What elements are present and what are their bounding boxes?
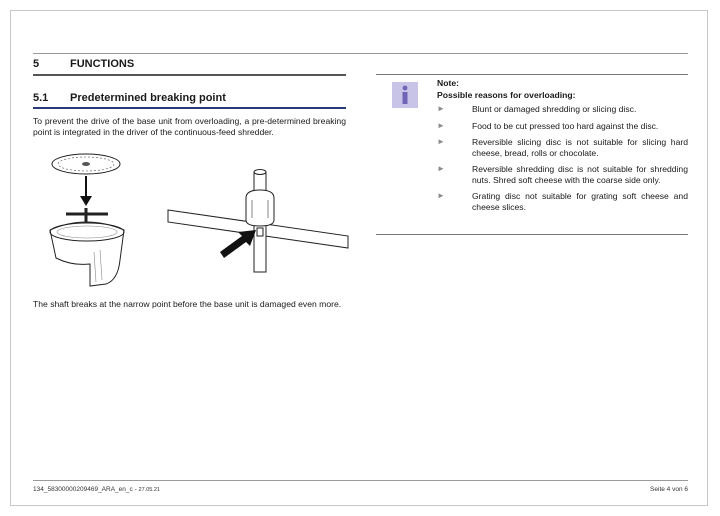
note-top-rule [376,74,688,75]
bullet-arrow-icon: ► [437,137,445,146]
list-item-text: Grating disc not suitable for grating soft cheese and cheese slices. [472,191,688,212]
info-icon [392,82,418,108]
list-item [437,137,688,158]
footer-page-number: Seite 4 von 6 [650,486,688,493]
note-subtitle: Possible reasons for overloading: [437,90,576,100]
list-item [437,191,688,212]
bullet-arrow-icon: ► [437,191,445,200]
subsection-heading [33,92,346,109]
list-item [437,121,688,132]
header-rule [33,53,688,54]
bullet-arrow-icon: ► [437,104,445,113]
footer-date: 27.05.21 [138,487,160,493]
list-item-text: Reversible shredding disc is not suitable for shredding nuts. Shred soft cheese with the coarse side only. [472,164,688,185]
overload-reasons-list [437,104,688,218]
list-item-text: Reversible slicing disc is not suitable for slicing hard cheese, bread, rolls or chocolate. [472,137,688,158]
footer-document-id [33,486,160,493]
bullet-arrow-icon: ► [437,120,445,130]
bullet-arrow-icon: ► [437,164,445,173]
list-item [437,104,688,115]
intro-paragraph: To prevent the drive of the base unit from overloading, a pre-determined breaking point is integrated in the driver of the continuous-feed shredder. [33,116,346,137]
breaking-paragraph: The shaft breaks at the narrow point before the base unit is damaged even more. [33,299,342,309]
section-number: 5 [33,58,40,70]
section-heading [33,58,346,76]
subsection-number: 5.1 [33,92,49,104]
list-item-text: Food to be cut pressed too hard against the disc. [472,120,659,131]
subsection-title: Predetermined breaking point [70,92,226,104]
note-bottom-rule [376,234,688,235]
footer-doc-id: 134_58300000209469_ARA_en_c - [33,486,139,493]
note-label: Note: [437,78,459,88]
section-title: FUNCTIONS [70,58,135,70]
disc-base-illustration [36,152,140,292]
footer-rule [33,480,688,481]
list-item-text: Blunt or damaged shredding or slicing disc. [472,104,637,114]
list-item [437,164,688,185]
breaking-point-illustration [166,168,350,278]
